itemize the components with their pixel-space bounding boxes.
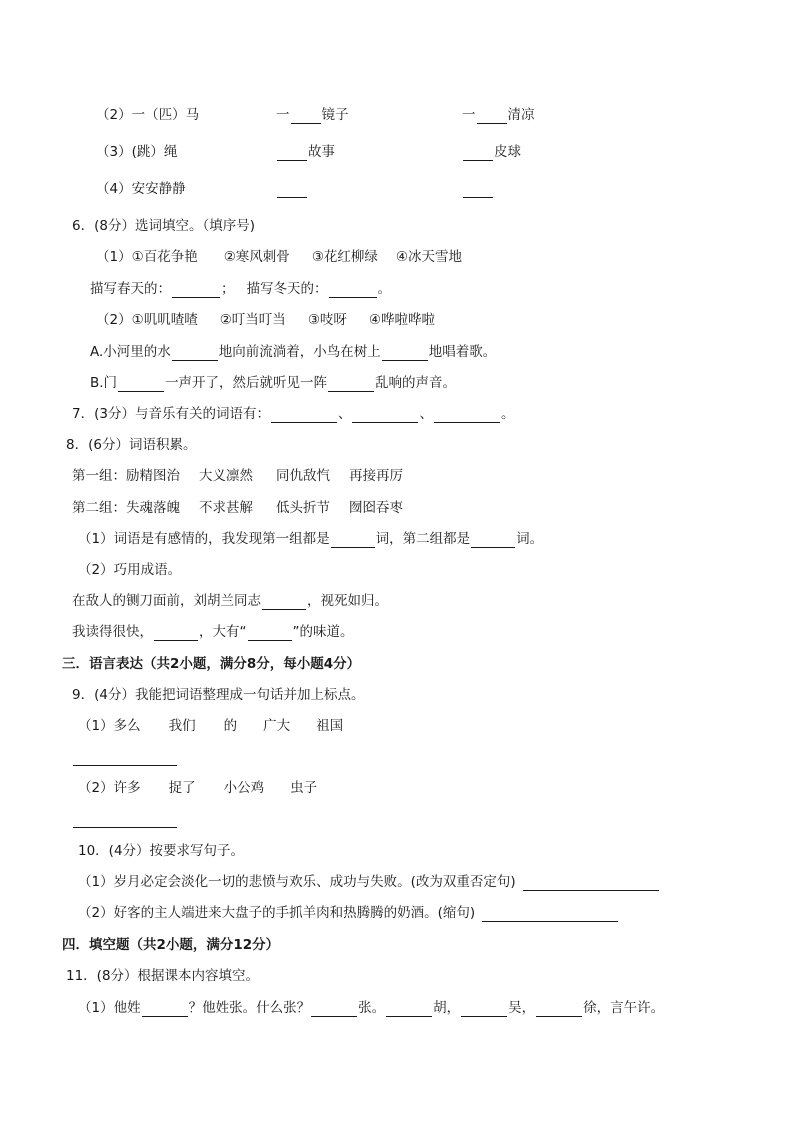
q5-row3-b-blank[interactable] <box>277 145 307 161</box>
q7: 7．(3分）与音乐有关的词语有： 、 、 。 <box>72 406 515 422</box>
q6-winter-blank[interactable] <box>329 282 377 298</box>
q8-blank4[interactable] <box>154 625 198 641</box>
q6-p2-opt4: ④哗啦哗啦 <box>368 312 436 328</box>
q6-season-line: 描写春天的： ； 描写冬天的： 。 <box>90 281 391 297</box>
q8-title: 8．(6分）词语积累。 <box>66 437 197 453</box>
q6-p1-opt1: ①百花争艳 <box>131 249 198 265</box>
q6-spring-blank[interactable] <box>172 282 220 298</box>
section-3-heading: 三．语言表达（共2小题，满分8分，每小题4分） <box>62 656 361 672</box>
q6-a-blank1[interactable] <box>172 345 218 361</box>
q6-title: 6．(8分）选词填空。（填序号) <box>72 218 255 234</box>
q11-blank4[interactable] <box>461 1001 507 1017</box>
q6-sentence-a: A.小河里的水 地向前流淌着，小鸟在树上 地唱着歌。 <box>90 344 497 360</box>
q9-answer2-line[interactable] <box>73 812 177 828</box>
q5-row2-a: （2）一（匹）马 <box>96 107 200 123</box>
q7-blank1[interactable] <box>271 407 337 423</box>
q9-answer1-line[interactable] <box>73 750 177 766</box>
q5-row4-c <box>462 180 494 198</box>
q8-sentence4: 我读得很快， ，大有“ ”的味道。 <box>72 624 354 640</box>
q10-sentence1: （1）岁月必定会淡化一切的悲愤与欢乐、成功与失败。(改为双重否定句) <box>78 873 660 891</box>
q11-sentence1: （1）他姓 ？他姓张。什么张？ 张。 胡， 吴， 徐，言午许。 <box>78 1000 665 1016</box>
q8-blank1[interactable] <box>331 532 375 548</box>
q8-group2: 第二组：失魂落魄 不求甚解 低头折节 囫囵吞枣 <box>72 500 403 516</box>
q7-title: 7．(3分）与音乐有关的词语有： <box>72 406 270 422</box>
q10-title: 10．(4分）按要求写句子。 <box>78 843 245 859</box>
q8-blank5[interactable] <box>248 625 292 641</box>
q5-row4-c-blank[interactable] <box>463 182 493 198</box>
q5-row4-a: （4）安安静静 <box>96 181 186 197</box>
q5-row3-c: 皮球 <box>462 143 521 161</box>
q9-title: 9．(4分）我能把词语整理成一句话并加上标点。 <box>72 687 365 703</box>
q6-p1-opt2: ②寒风刺骨 <box>223 249 290 265</box>
q5-row2-b-blank[interactable] <box>291 108 321 124</box>
q6-b-blank1[interactable] <box>118 376 164 392</box>
q6-part1-options: （1）①百花争艳 ②寒风刺骨 ③花红柳绿 ④冰天雪地 <box>96 249 463 265</box>
q9-line1-words: （1）多么 我们 的 广大 祖国 <box>78 718 344 734</box>
q6-p2-opt3: ③吱呀 <box>307 312 347 328</box>
q8-group1: 第一组：励精图治 大义凛然 同仇敌忾 再接再厉 <box>72 468 403 484</box>
q8-blank3[interactable] <box>262 594 306 610</box>
q11-blank3[interactable] <box>386 1001 432 1017</box>
q11-blank5[interactable] <box>536 1001 582 1017</box>
q6-part2-options: （2）①叽叽喳喳 ②叮当叮当 ③吱呀 ④哗啦哗啦 <box>96 312 436 328</box>
q6-p2-opt2: ②叮当叮当 <box>219 312 286 328</box>
q5-row4-b <box>276 180 308 198</box>
q5-row2-c-blank[interactable] <box>477 108 507 124</box>
q8-sentence1: （1）词语是有感情的，我发现第一组都是 词，第二组都是 词。 <box>78 531 544 547</box>
q6-sentence-b: B.门 一声开了，然后就听见一阵 乱响的声音。 <box>90 375 457 391</box>
q11-title: 11．(8分）根据课本内容填空。 <box>66 968 260 984</box>
q5-row2-b: 一 镜子 <box>276 107 349 123</box>
q11-blank2[interactable] <box>311 1001 357 1017</box>
q5-row2-c: 一 清凉 <box>462 107 535 123</box>
q6-p2-opt1: ①叽叽喳喳 <box>131 312 198 328</box>
q6-a-blank2[interactable] <box>382 345 428 361</box>
q5-row3-c-blank[interactable] <box>463 145 493 161</box>
q6-p1-opt4: ④冰天雪地 <box>395 249 463 265</box>
q7-blank3[interactable] <box>434 407 500 423</box>
section-4-heading: 四．填空题（共2小题，满分12分） <box>62 937 280 953</box>
q9-line2-words: （2）许多 捉了 小公鸡 虫子 <box>78 780 318 796</box>
q5-row2 <box>96 106 199 124</box>
q8-sentence2: （2）巧用成语。 <box>78 562 182 578</box>
q8-blank2[interactable] <box>471 532 515 548</box>
q5-row4-b-blank[interactable] <box>277 182 307 198</box>
q7-blank2[interactable] <box>352 407 418 423</box>
q6-p1-opt3: ③花红柳绿 <box>311 249 378 265</box>
q11-blank1[interactable] <box>142 1001 188 1017</box>
q5-row4 <box>96 180 186 198</box>
q5-row3 <box>96 143 177 161</box>
q10-sentence2: （2）好客的主人端进来大盘子的手抓羊肉和热腾腾的奶酒。(缩句) <box>78 904 619 922</box>
q8-sentence3: 在敌人的铡刀面前，刘胡兰同志 ，视死如归。 <box>72 593 388 609</box>
q5-row3-b: 故事 <box>276 143 335 161</box>
q10-answer2[interactable] <box>482 906 618 922</box>
q5-row3-a: （3）(跳）绳 <box>96 144 178 160</box>
q10-answer1[interactable] <box>523 875 659 891</box>
q6-b-blank2[interactable] <box>328 376 374 392</box>
